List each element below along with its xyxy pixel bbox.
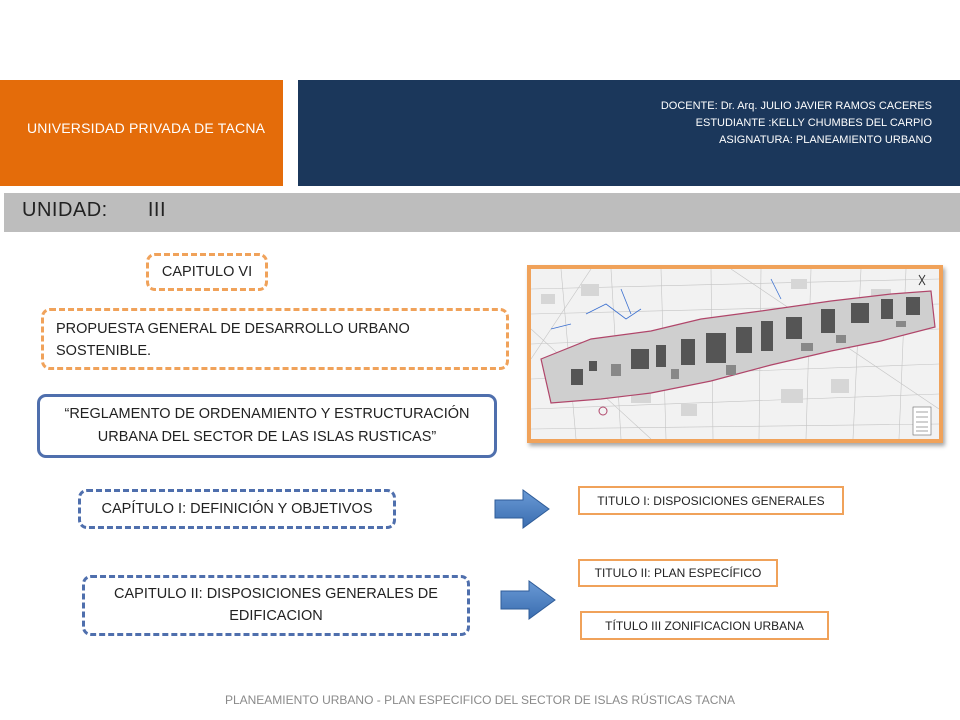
right-arrow-icon <box>499 580 557 620</box>
capitulo-ii-box: CAPITULO II: DISPOSICIONES GENERALES DE EDIFICACION <box>82 575 470 636</box>
titulo-iii-box: TÍTULO III ZONIFICACION URBANA <box>580 611 829 640</box>
capitulo-i-box: CAPÍTULO I: DEFINICIÓN Y OBJETIVOS <box>78 489 396 529</box>
footer-text: PLANEAMIENTO URBANO - PLAN ESPECIFICO DEL SECTOR DE ISLAS RÚSTICAS TACNA <box>224 693 736 707</box>
titulo-i-box: TITULO I: DISPOSICIONES GENERALES <box>578 486 844 515</box>
capitulo-vi-box: CAPITULO VI <box>146 253 268 291</box>
reglamento-box: “REGLAMENTO DE ORDENAMIENTO Y ESTRUCTURACIÓN URBANA DEL SECTOR DE LAS ISLAS RUSTICAS” <box>37 394 497 458</box>
right-arrow-icon <box>493 489 551 529</box>
propuesta-box: PROPUESTA GENERAL DE DESARROLLO URBANO SOSTENIBLE. <box>41 308 509 370</box>
unit-number: III <box>147 199 167 221</box>
estudiante-line: ESTUDIANTE :KELLY CHUMBES DEL CARPIO <box>695 117 932 129</box>
unit-heading <box>22 199 166 222</box>
unit-label: UNIDAD: <box>22 199 108 221</box>
map-drawing <box>531 269 939 439</box>
titulo-ii-box: TITULO II: PLAN ESPECÍFICO <box>578 559 778 587</box>
asignatura-line: ASIGNATURA: PLANEAMIENTO URBANO <box>719 134 932 146</box>
course-info <box>661 98 932 149</box>
urban-plan-map <box>527 265 943 443</box>
university-name: UNIVERSIDAD PRIVADA DE TACNA <box>27 120 266 136</box>
docente-line: DOCENTE: Dr. Arq. JULIO JAVIER RAMOS CACERES <box>660 100 932 112</box>
